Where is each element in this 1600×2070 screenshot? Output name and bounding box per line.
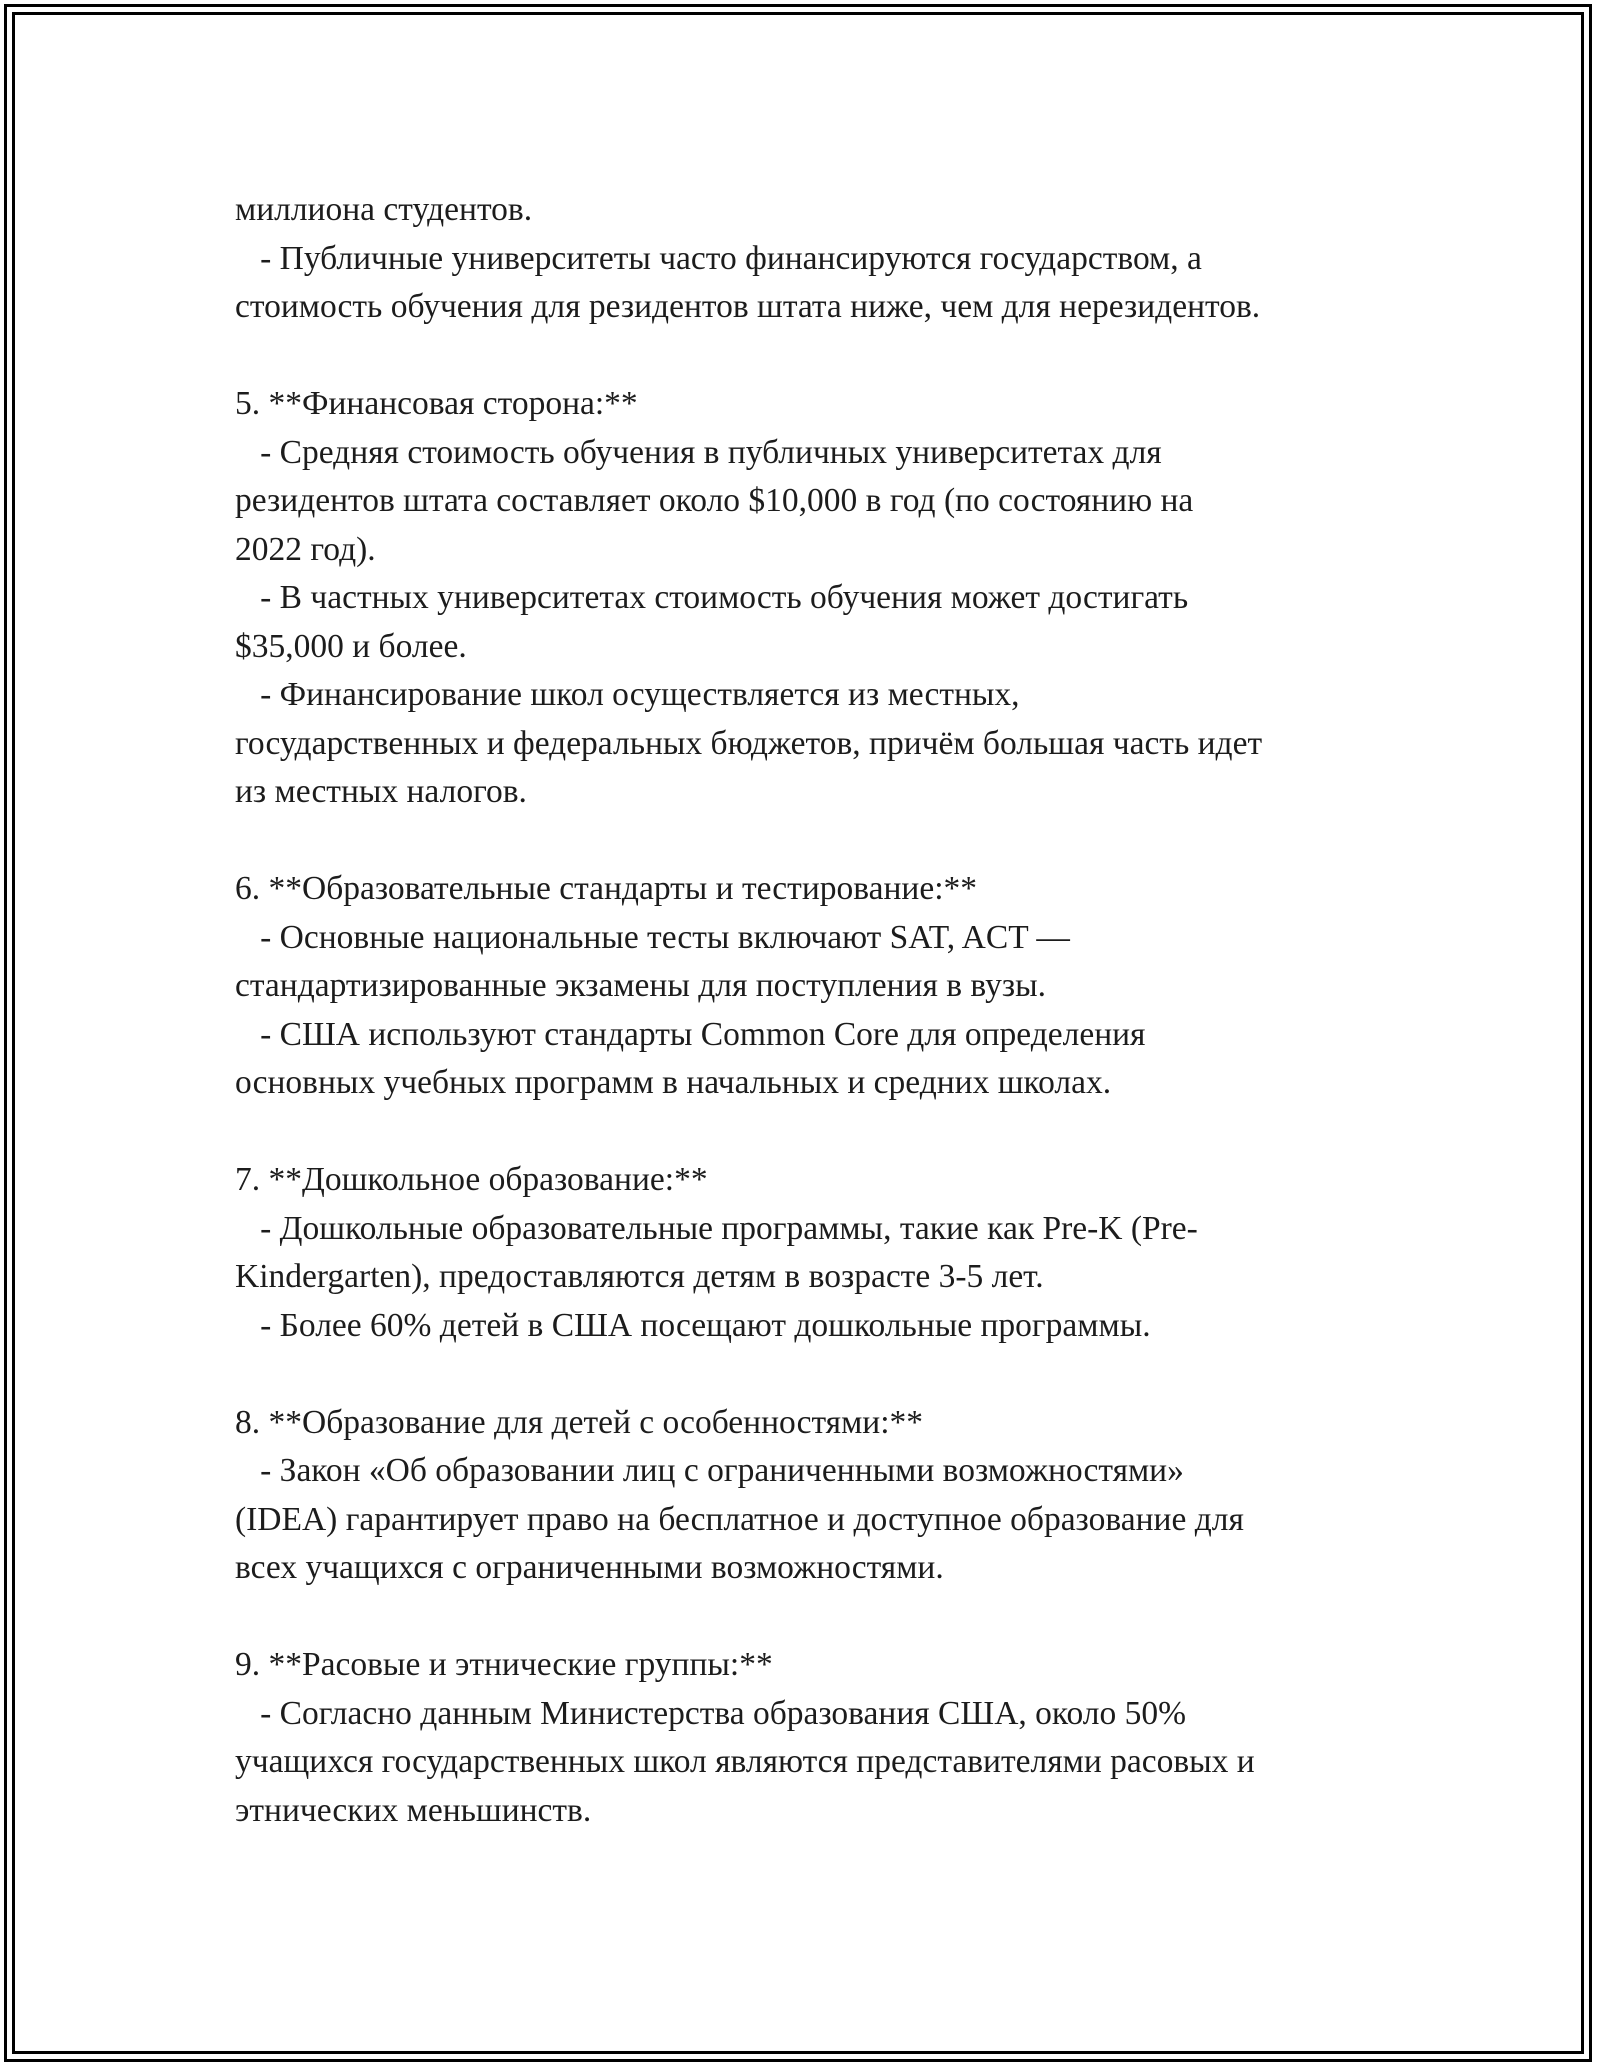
document-body xyxy=(235,186,1385,1835)
blank-line xyxy=(235,817,1385,866)
text-line: резидентов штата составляет около $10,000 в год (по состоянию на xyxy=(235,482,1194,519)
section-heading: 8. **Образование для детей с особенностями:** xyxy=(235,1403,924,1441)
text-line: $35,000 и более. xyxy=(235,627,467,665)
text-line: этнических меньшинств. xyxy=(235,1791,592,1829)
text-line: учащихся государственных школ являются представителями расовых и xyxy=(235,1743,1255,1780)
text-line: основных учебных программ в начальных и средних школах. xyxy=(235,1064,1112,1101)
section-heading: 6. **Образовательные стандарты и тестирование:** xyxy=(235,870,978,907)
text-line: - В частных университетах стоимость обучения может достигать xyxy=(235,579,1189,616)
section-heading: 7. **Дошкольное образование:** xyxy=(235,1161,708,1198)
text-line: стоимость обучения для резидентов штата ниже, чем для нерезидентов. xyxy=(235,288,1261,325)
blank-line xyxy=(235,1593,1385,1642)
blank-line xyxy=(235,1350,1385,1399)
text-line: - Дошкольные образовательные программы, такие как Pre-K (Pre- xyxy=(235,1209,1198,1247)
blank-line xyxy=(235,332,1385,381)
text-line: - США используют стандарты Common Core для определения xyxy=(235,1015,1146,1053)
text-line: - Основные национальные тесты включают SAT, ACT — xyxy=(235,918,1070,956)
text-line: 2022 год). xyxy=(235,530,376,568)
section-heading: 5. **Финансовая сторона:** xyxy=(235,385,638,422)
text-line: - Закон «Об образовании лиц с ограниченными возможностями» xyxy=(235,1452,1184,1489)
text-line: всех учащихся с ограниченными возможностями. xyxy=(235,1549,944,1586)
blank-line xyxy=(235,1108,1385,1157)
text-line: - Согласно данным Министерства образования США, около 50% xyxy=(235,1694,1187,1732)
text-line: - Публичные университеты часто финансируются государством, а xyxy=(235,239,1202,277)
text-line: - Финансирование школ осуществляется из местных, xyxy=(235,676,1020,713)
text-line: миллиона студентов. xyxy=(235,191,533,228)
text-line: государственных и федеральных бюджетов, причём большая часть идет xyxy=(235,724,1263,762)
text-line: из местных налогов. xyxy=(235,773,527,810)
text-line: стандартизированные экзамены для поступления в вузы. xyxy=(235,967,1046,1004)
text-line: Kindergarten), предоставляются детям в возрасте 3-5 лет. xyxy=(235,1258,1044,1295)
text-line: - Более 60% детей в США посещают дошкольные программы. xyxy=(235,1306,1151,1344)
text-line: - Средняя стоимость обучения в публичных университетах для xyxy=(235,433,1162,471)
section-heading: 9. **Расовые и этнические группы:** xyxy=(235,1646,773,1683)
text-line: (IDEA) гарантирует право на бесплатное и доступное образование для xyxy=(235,1500,1244,1538)
